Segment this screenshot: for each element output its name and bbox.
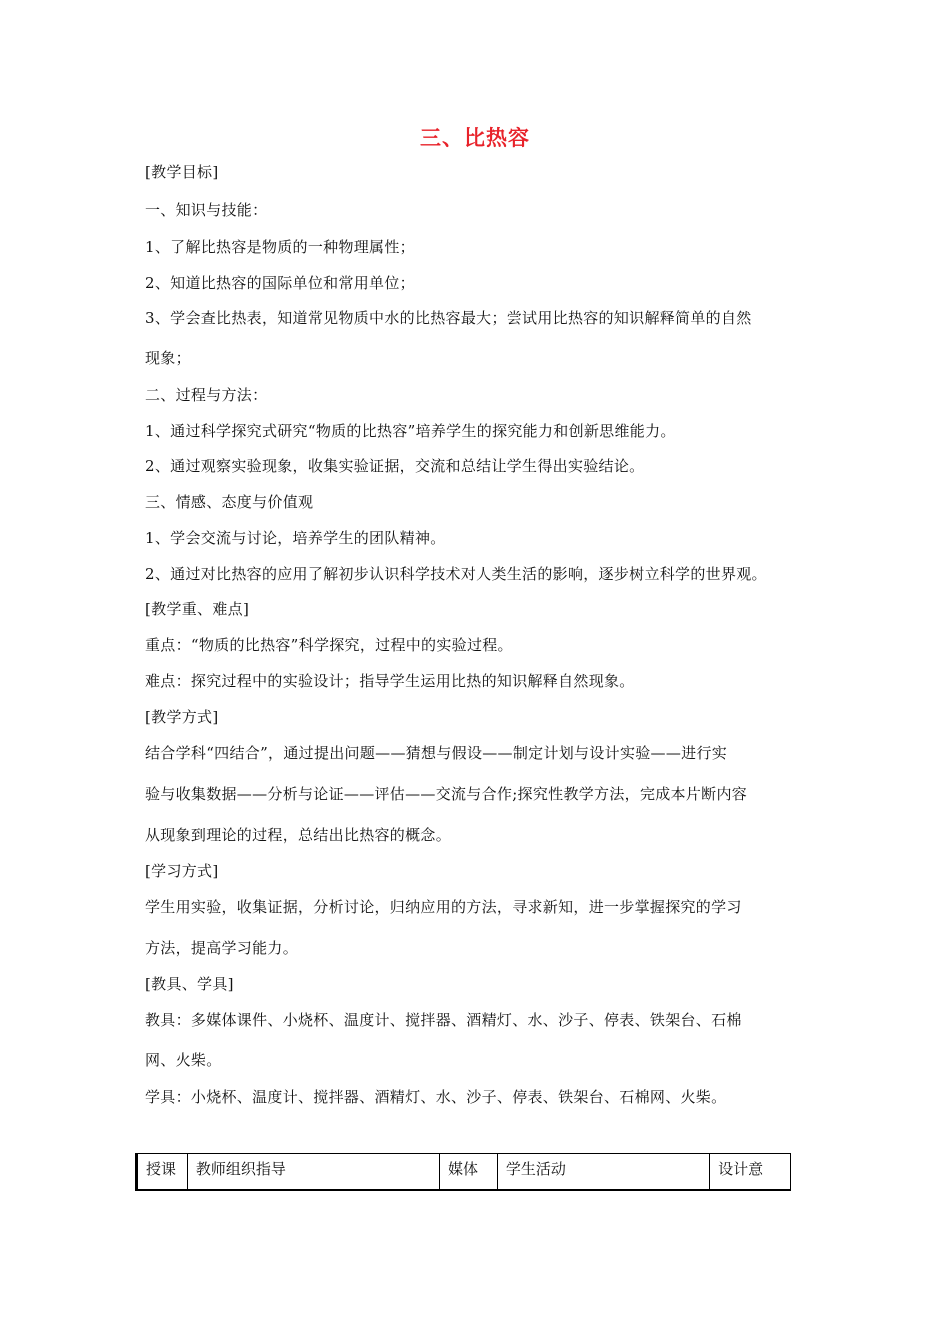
section-heading-teaching-method: [教学方式] bbox=[145, 708, 219, 726]
section-heading-key-points: [教学重、难点] bbox=[145, 600, 250, 618]
section-heading-learning-method: [学习方式] bbox=[145, 862, 219, 880]
section-heading-equipment: [教具、学具] bbox=[145, 975, 234, 993]
paragraph-line: 现象； bbox=[145, 349, 191, 367]
section-heading-objectives: [教学目标] bbox=[145, 163, 219, 181]
paragraph-line: 重点：“物质的比热容”科学探究，过程中的实验过程。 bbox=[145, 636, 513, 654]
page-title: 三、比热容 bbox=[420, 126, 530, 150]
paragraph-line: 1、了解比热容是物质的一种物理属性； bbox=[145, 238, 415, 256]
subheading-attitude-values: 三、情感、态度与价值观 bbox=[145, 493, 314, 511]
table-header-cell: 设计意 bbox=[710, 1154, 791, 1190]
paragraph-line: 学具：小烧杯、温度计、搅拌器、酒精灯、水、沙子、停表、铁架台、石棉网、火柴。 bbox=[145, 1088, 727, 1106]
table-header-cell: 教师组织指导 bbox=[187, 1154, 439, 1190]
table-header-cell: 媒体 bbox=[440, 1154, 498, 1190]
paragraph-line: 结合学科“四结合”，通过提出问题——猜想与假设——制定计划与设计实验——进行实 bbox=[145, 744, 728, 762]
subheading-process-method: 二、过程与方法： bbox=[145, 386, 268, 404]
table-header-cell: 学生活动 bbox=[497, 1154, 709, 1190]
paragraph-line: 难点：探究过程中的实验设计；指导学生运用比热的知识解释自然现象。 bbox=[145, 672, 635, 690]
paragraph-line: 网、火柴。 bbox=[145, 1051, 222, 1069]
paragraph-line: 方法，提高学习能力。 bbox=[145, 939, 299, 957]
paragraph-line: 1、通过科学探究式研究“物质的比热容”培养学生的探究能力和创新思维能力。 bbox=[145, 422, 676, 440]
paragraph-line: 学生用实验，收集证据，分析讨论，归纳应用的方法，寻求新知，进一步掌握探究的学习 bbox=[145, 898, 742, 916]
paragraph-line: 从现象到理论的过程，总结出比热容的概念。 bbox=[145, 826, 452, 844]
paragraph-line: 验与收集数据——分析与论证——评估——交流与合作;探究性教学方法，完成本片断内容 bbox=[145, 785, 748, 803]
paragraph-line: 2、通过对比热容的应用了解初步认识科学技术对人类生活的影响，逐步树立科学的世界观。 bbox=[145, 565, 767, 583]
paragraph-line: 2、知道比热容的国际单位和常用单位； bbox=[145, 274, 415, 292]
subheading-knowledge-skills: 一、知识与技能： bbox=[145, 201, 268, 219]
paragraph-line: 3、学会查比热表，知道常见物质中水的比热容最大；尝试用比热容的知识解释简单的自然 bbox=[145, 309, 752, 327]
paragraph-line: 2、通过观察实验现象，收集实验证据，交流和总结让学生得出实验结论。 bbox=[145, 457, 645, 475]
table-header-row bbox=[137, 1154, 791, 1190]
paragraph-line: 1、学会交流与讨论，培养学生的团队精神。 bbox=[145, 529, 446, 547]
lesson-plan-table bbox=[135, 1153, 791, 1191]
table-header-cell: 授课 bbox=[137, 1154, 188, 1190]
paragraph-line: 教具：多媒体课件、小烧杯、温度计、搅拌器、酒精灯、水、沙子、停表、铁架台、石棉 bbox=[145, 1011, 742, 1029]
